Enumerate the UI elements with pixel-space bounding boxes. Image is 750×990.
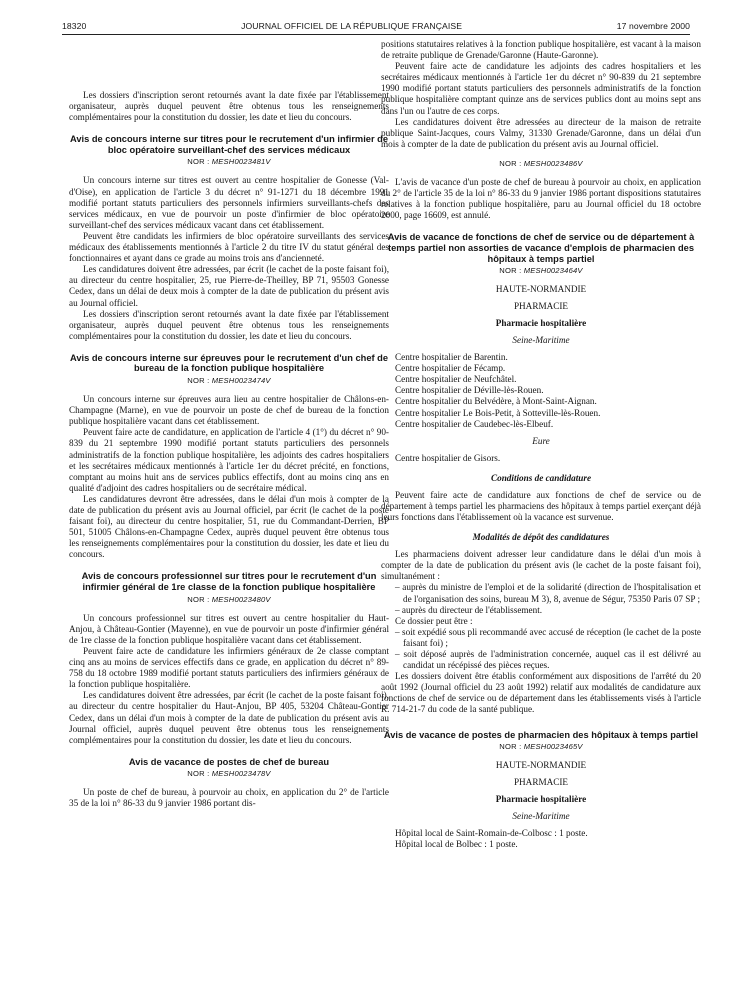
paragraph: Un concours interne sur titres est ouvert au centre hospitalier de Gonesse (Val-d'Oise), en application de l'article 3 du décret n° 91-1271 du 18 décembre 1991 modifié portant statuts particuliers des personnels infirmiers surveillants-chefs des services médicaux, en vue de pourvoir un poste d'infirmier de bloc opératoire surveillant-chef des services médicaux vacant dans cet établissement. [69,175,389,230]
nor-label: NOR : [187,157,210,167]
paragraph: Les pharmaciens doivent adresser leur candidature dans le délai d'un mois à compter de la date de publication du présent avis (le cachet de la poste faisant foi), simultanément : [381,549,701,582]
list-item: – auprès du ministre de l'emploi et de la solidarité (direction de l'hospitalisation et de l'organisation des soins, bureau M 3), 8, avenue de Ségur, 75350 Paris 07 SP ; [395,582,701,604]
region-heading: HAUTE-NORMANDIE [495,284,587,295]
running-head [62,21,690,31]
paragraph: Les candidatures doivent être adressées au directeur de la maison de retraite publique Saint-Jacques, cours Valmy, 31330 Grenade/Garonne, dans un délai d'un mois à compter de la date de publication du présent avis au Journal officiel. [381,116,701,149]
nor-label: NOR : [499,158,522,168]
paragraph: Les dossiers d'inscription seront retournés avant la date fixée par l'établissement organisateur, auprès duquel peuvent être obtenus tous les renseignements complémentaires pour la constitution du dossier, les date et lieu du concours. [69,308,389,341]
list-item: – soit expédié sous pli recommandé avec accusé de réception (le cachet de la poste faisant foi) ; [395,626,701,648]
nor-label: NOR : [499,742,522,752]
dash-list [381,627,701,671]
hospital-list [381,453,701,464]
nor-code: MESH0023481V [211,157,271,167]
post-list [381,828,701,850]
journal-title: JOURNAL OFFICIEL DE LA RÉPUBLIQUE FRANÇAISE [241,21,463,31]
nor-code: MESH0023480V [211,594,271,604]
page-number: 18320 [62,21,87,31]
nor-line [381,266,701,275]
paragraph: Les candidatures devront être adressées, dans le délai d'un mois à compter de la date de publication du présent avis au Journal officiel, par écrit (le cachet de la poste faisant foi), au directeur du centre hospitalier, 51, rue du Commandant-Derrien, BP 501, 51005 Châlons-en-Champagne Cedex, auprès duquel peuvent être obtenus tous les renseignements complémentaires pour la constitution du dossier, les date et lieu du concours. [69,493,389,560]
header-rule [62,34,690,35]
paragraph: Peuvent faire acte de candidature les infirmiers généraux de 2e classe comptant cinq ans au moins de services effectifs dans ce grade, en application du décret n° 89-758 du 18 octobre 1989 modifié portant statuts particuliers des infirmiers généraux de la fonction publique hospitalière. [69,645,389,690]
nor-code: MESH0023486V [523,158,583,168]
region-heading: HAUTE-NORMANDIE [495,760,587,771]
nor-line [69,157,389,166]
nor-line [381,159,701,168]
discipline-heading: PHARMACIE [513,301,569,312]
paragraph: Peuvent faire acte de candidature, en application de l'article 4 (1°) du décret n° 90-839 du 21 septembre 1990 modifié portant statuts particuliers des personnels administratifs de la fonction publique hospitalière, les adjoints des cadres hospitaliers et les secrétaires médicaux mentionnés à l'article 1er du décret précité, en fonctions, comptant au moins huit ans de services publics effectifs, dont au moins cinq ans en qualité d'adjoint des cadres hospitaliers ou de secrétaire médical. [69,427,389,493]
nor-label: NOR : [187,594,210,604]
list-item: Hôpital local de Bolbec : 1 poste. [395,839,518,850]
subdiscipline-heading: Pharmacie hospitalière [495,318,587,329]
paragraph: Les candidatures doivent être adressées, par écrit (le cachet de la poste faisant foi), au directeur du centre hospitalier du Haut-Anjou, BP 405, 53204 Château-Gontier Cedex, dans un délai d'un mois à compter de la date de publication du présent avis au Journal officiel, auprès duquel peuvent être obtenus tous les renseignements complémentaires pour la constitution du dossier, les date et lieu du concours. [69,690,389,745]
list-item: – auprès du directeur de l'établissement. [395,604,543,615]
department-heading: Eure [532,435,550,446]
nor-code: MESH0023478V [211,769,271,779]
list-item: Centre hospitalier du Belvédère, à Mont-Saint-Aignan. [395,396,597,407]
list-item: Centre hospitalier de Fécamp. [395,363,506,374]
issue-date: 17 novembre 2000 [616,21,690,31]
nor-label: NOR : [187,769,210,779]
paragraph: L'avis de vacance d'un poste de chef de bureau à pourvoir au choix, en application du 2° de l'article 35 de la loi n° 86-33 du 9 janvier 1986 portant dispositions statutaires relatives à la fonction publique hospitalière, paru au Journal officiel du 18 octobre 2000, page 16609, est annulé. [381,176,701,221]
list-item: Centre hospitalier Le Bois-Petit, à Sotteville-lès-Rouen. [395,407,601,418]
nor-code: MESH0023465V [523,742,583,752]
notice-title: Avis de concours interne sur titres pour le recrutement d'un infirmier de bloc opératoire surveillant-chef des services médicaux [69,134,389,155]
section-heading: Modalités de dépôt des candidatures [472,532,610,543]
notice-title: Avis de concours interne sur épreuves pour le recrutement d'un chef de bureau de la fonction publique hospitalière [69,352,389,374]
notice-title: Avis de vacance de postes de pharmacien des hôpitaux à temps partiel [383,729,699,740]
department-heading: Seine-Maritime [512,811,570,822]
paragraph: Les dossiers doivent être établis conformément aux dispositions de l'arrêté du 20 août 1992 (Journal officiel du 23 août 1992) relatif aux modalités de candidature aux fonctions de chef de service ou de département dans les établissements visés à l'article R. 714-21-7 du code de la santé publique. [381,671,701,715]
paragraph: Un poste de chef de bureau, à pourvoir au choix, en application du 2° de l'article 35 de la loi n° 86-33 du 9 janvier 1986 portant dis- [69,787,389,809]
notice-title: Avis de vacance de fonctions de chef de service ou de département à temps partiel non assorties de vacance d'emplois de pharmacien des hôpitaux à temps partiel [387,232,695,264]
paragraph: Peuvent faire acte de candidature les adjoints des cadres hospitaliers et les secrétaires médicaux mentionnés à l'article 1er du décret n° 90-839 du 21 septembre 1990 modifié portant statuts particuliers des personnels administratifs de la fonction publique hospitalière comptant quinze ans de services publics dont au moins sept ans dans l'un ou l'autre de ces corps. [381,61,701,116]
subdiscipline-heading: Pharmacie hospitalière [495,794,587,805]
notice-title: Avis de concours professionnel sur titres pour le recrutement d'un infirmier général de 1re classe de la fonction publique hospitalière [81,571,377,593]
list-item: Centre hospitalier de Barentin. [395,352,508,363]
paragraph: Peuvent faire acte de candidature aux fonctions de chef de service ou de département à temps partiel les pharmaciens des hôpitaux à temps partiel exerçant déjà leurs fonctions dans l'établissement où la vacance est survenue. [381,489,701,523]
nor-code: MESH0023474V [211,376,271,386]
nor-label: NOR : [187,376,210,386]
list-item: – soit déposé auprès de l'administration concernée, auquel cas il est délivré au candidat un récépissé des pièces reçues. [395,648,701,671]
list-item: Hôpital local de Saint-Romain-de-Colbosc : 1 poste. [395,828,588,839]
dash-list [381,582,701,615]
nor-line [381,742,701,751]
hospital-list [381,352,701,430]
list-item: Centre hospitalier de Déville-lès-Rouen. [395,385,544,396]
nor-line [69,769,389,778]
section-heading: Conditions de candidature [490,472,592,483]
right-column [381,39,701,850]
discipline-heading: PHARMACIE [513,777,569,788]
nor-line [69,595,389,604]
paragraph: Les dossiers d'inscription seront retournés avant la date fixée par l'établissement organisateur, auprès duquel peuvent être obtenus tous les renseignements complémentaires pour la constitution du dossier, les date et lieu du concours. [69,90,389,123]
paragraph: Ce dossier peut être : [395,615,473,626]
notice-title: Avis de vacance de postes de chef de bureau [128,756,330,767]
left-column [69,90,389,810]
department-heading: Seine-Maritime [512,335,570,346]
paragraph: positions statutaires relatives à la fonction publique hospitalière, est vacant à la maison de retraite publique de Grenade/Garonne (Haute-Garonne). [381,39,701,61]
nor-label: NOR : [499,266,522,276]
list-item: Centre hospitalier de Caudebec-lès-Elbeuf. [395,418,554,429]
list-item: Centre hospitalier de Neufchâtel. [395,374,517,385]
paragraph: Peuvent être candidats les infirmiers de bloc opératoire surveillants des services médicaux des établissements mentionnés à l'article 2 du titre IV du statut général des fonctionnaires et ayant dans ce grade au moins trois ans d'ancienneté. [69,230,389,264]
nor-line [69,376,389,385]
list-item: Centre hospitalier de Gisors. [395,452,501,463]
nor-code: MESH0023464V [523,266,583,276]
paragraph: Les candidatures doivent être adressées, par écrit (le cachet de la poste faisant foi), au directeur du centre hospitalier, 25, rue Pierre-de-Theilley, BP 71, 95503 Gonesse Cedex, dans un délai de deux mois à compter de la date de publication du présent avis au Journal officiel. [69,264,389,308]
paragraph: Un concours interne sur épreuves aura lieu au centre hospitalier de Châlons-en-Champagne (Marne), en vue de pourvoir un poste de chef de bureau de la fonction publique hospitalière vacant dans cet établissement. [69,394,389,427]
paragraph: Un concours professionnel sur titres est ouvert au centre hospitalier du Haut-Anjou, à Château-Gontier (Mayenne), en vue de pourvoir un poste d'infirmier général de 1re classe de la fonction publique hospitalière vacant dans cet établissement. [69,612,389,645]
